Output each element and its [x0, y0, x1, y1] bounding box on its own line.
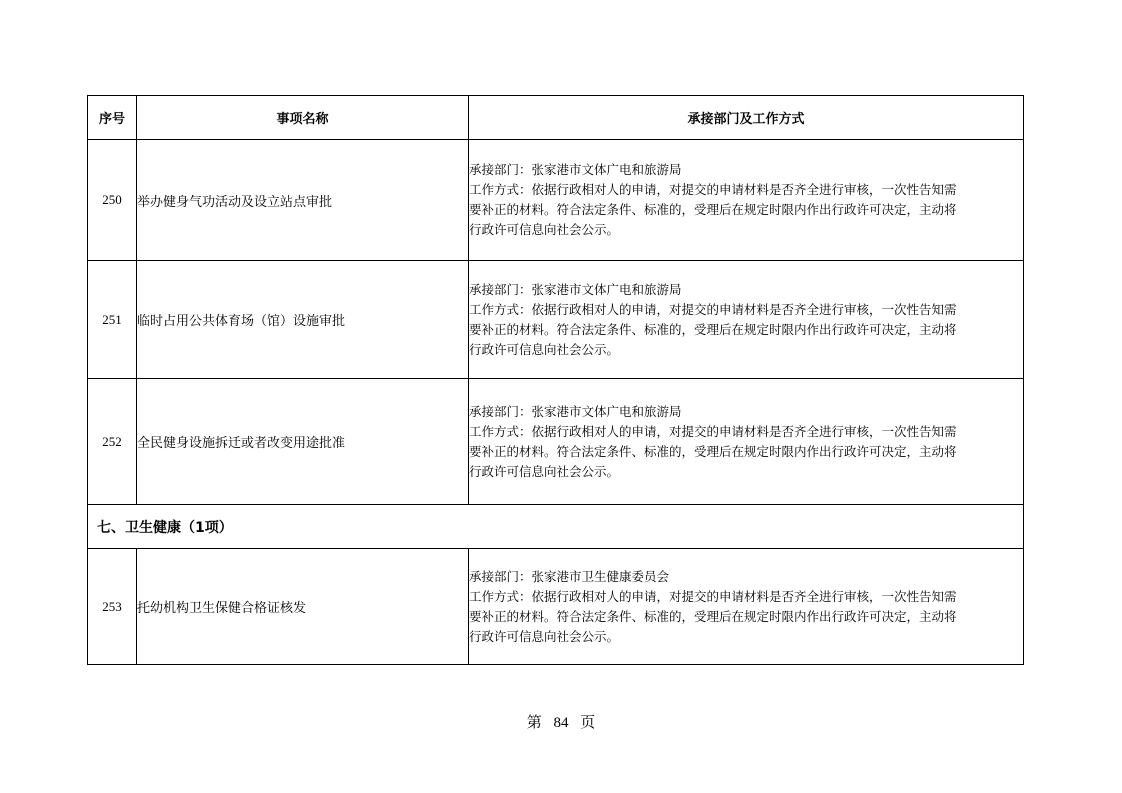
- method-line: 行政许可信息向社会公示。: [469, 341, 620, 357]
- table-row: [88, 261, 1024, 379]
- method-line: 工作方式：依据行政相对人的申请，对提交的申请材料是否齐全进行审核，一次性告知需: [469, 182, 957, 197]
- table-header-row: [88, 96, 1024, 140]
- page-footer: [0, 711, 1122, 732]
- header-dept: 承接部门及工作方式: [469, 96, 1024, 140]
- method-line: 工作方式：依据行政相对人的申请，对提交的申请材料是否齐全进行审核，一次性告知需: [469, 423, 957, 439]
- method-line: 要补正的材料。符合法定条件、标准的，受理后在规定时限内作出行政许可决定，主动将: [469, 443, 957, 459]
- row-name: 临时占用公共体育场（馆）设施审批: [137, 261, 469, 379]
- row-desc: [469, 261, 1024, 379]
- method-line: 要补正的材料。符合法定条件、标准的，受理后在规定时限内作出行政许可决定，主动将: [469, 608, 957, 624]
- page-number: 84: [553, 715, 569, 731]
- method-line: 要补正的材料。符合法定条件、标准的，受理后在规定时限内作出行政许可决定，主动将: [469, 321, 957, 337]
- row-desc: [469, 379, 1024, 505]
- dept-line: 承接部门：张家港市文体广电和旅游局: [469, 281, 682, 297]
- row-num: 253: [88, 549, 137, 665]
- method-line: 工作方式：依据行政相对人的申请，对提交的申请材料是否齐全进行审核，一次性告知需: [469, 301, 957, 317]
- approval-items-table: [87, 95, 1024, 665]
- dept-line: 承接部门：张家港市文体广电和旅游局: [469, 403, 682, 419]
- table-row: [88, 379, 1024, 505]
- section-title: 七、卫生健康（1项）: [88, 505, 1024, 549]
- method-line: 工作方式：依据行政相对人的申请，对提交的申请材料是否齐全进行审核，一次性告知需: [469, 588, 957, 604]
- row-num: 250: [88, 140, 137, 261]
- method-line: 行政许可信息向社会公示。: [469, 628, 620, 644]
- method-line: 行政许可信息向社会公示。: [469, 463, 620, 479]
- row-num: 252: [88, 379, 137, 505]
- row-num: 251: [88, 261, 137, 379]
- header-name: 事项名称: [137, 96, 469, 140]
- header-num: 序号: [88, 96, 137, 140]
- page-suffix: 页: [580, 715, 596, 731]
- row-name: 托幼机构卫生保健合格证核发: [137, 549, 469, 665]
- table-row: [88, 549, 1024, 665]
- dept-line: 承接部门：张家港市卫生健康委员会: [469, 568, 670, 584]
- row-name: 举办健身气功活动及设立站点审批: [137, 140, 469, 261]
- dept-line: 承接部门：张家港市文体广电和旅游局: [469, 162, 682, 177]
- method-line: 行政许可信息向社会公示。: [469, 222, 620, 237]
- table-row: [88, 140, 1024, 261]
- page-prefix: 第: [526, 715, 542, 731]
- section-row: [88, 505, 1024, 549]
- row-desc: [469, 140, 1024, 261]
- row-desc: [469, 549, 1024, 665]
- row-name: 全民健身设施拆迁或者改变用途批准: [137, 379, 469, 505]
- method-line: 要补正的材料。符合法定条件、标准的，受理后在规定时限内作出行政许可决定，主动将: [469, 202, 957, 217]
